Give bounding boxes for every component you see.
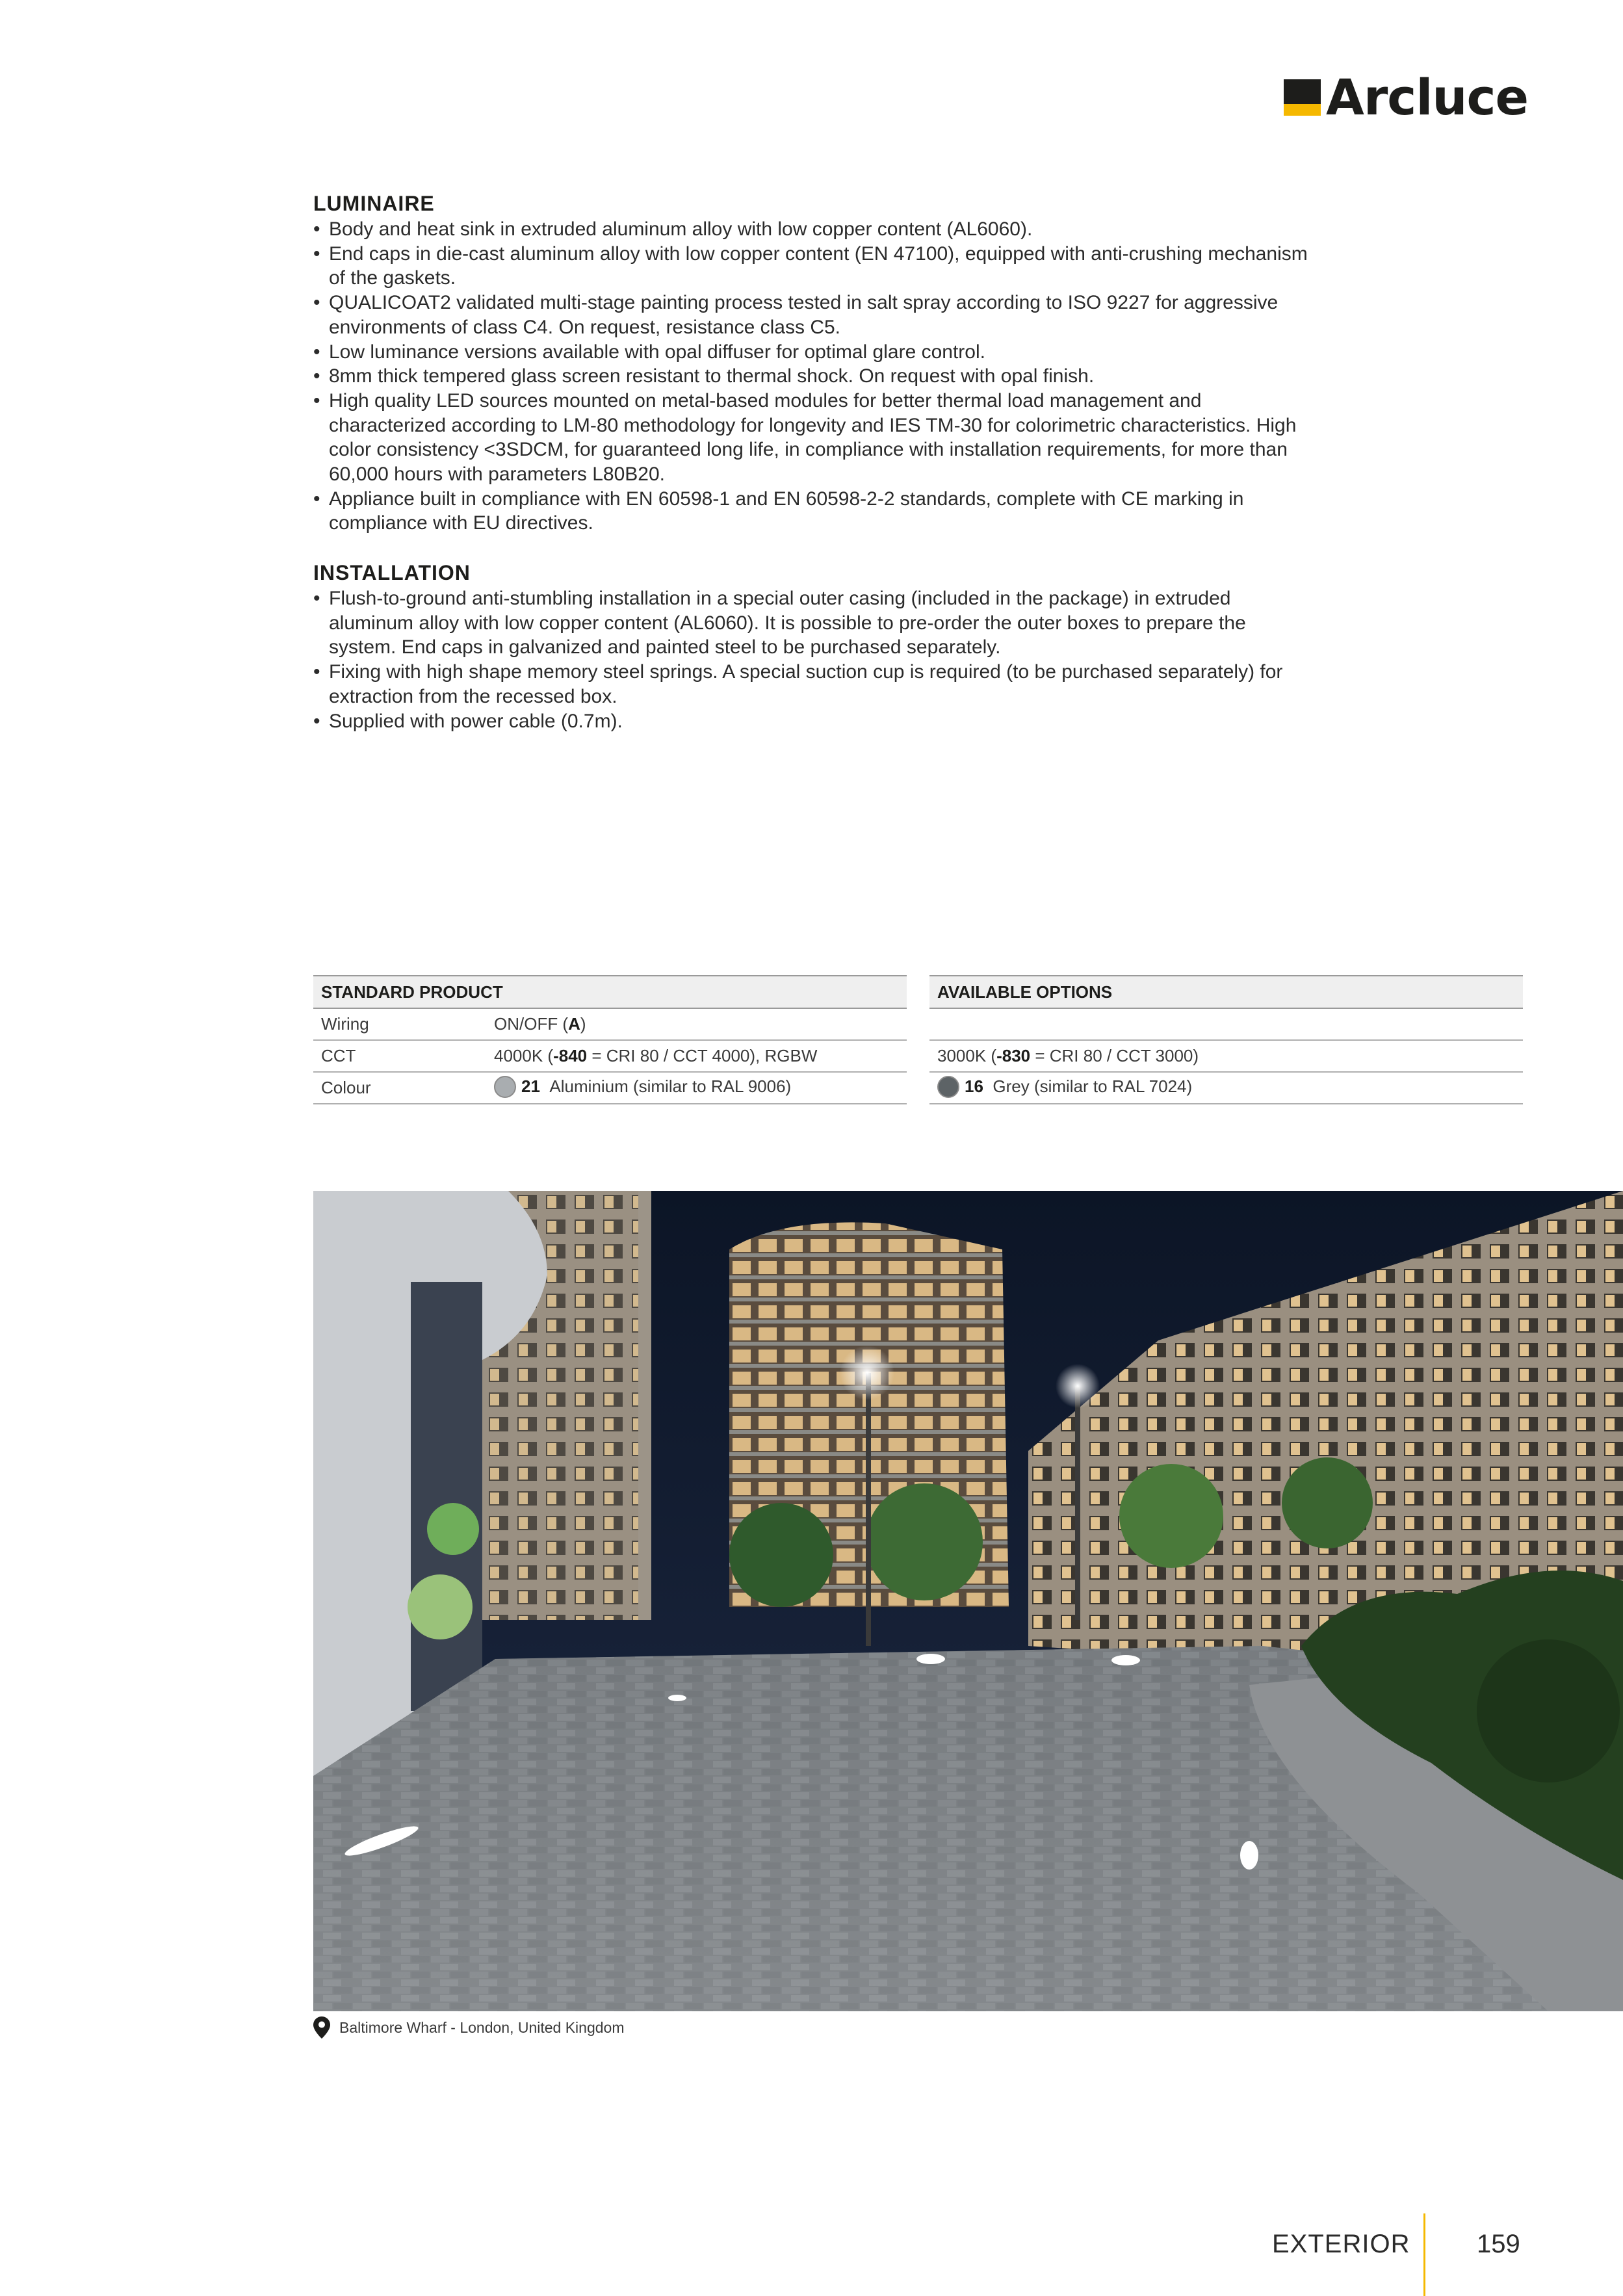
installation-section [313,560,1314,733]
brand-logo [1284,68,1529,126]
option-cct-pre: 3000K ( [937,1046,997,1065]
option-colour-value [929,1072,1523,1104]
footer-divider [1423,2213,1425,2296]
table-row [313,1040,907,1072]
brand-name: Arcluce [1326,68,1529,126]
list-item: • High quality LED sources mounted on metal-based modules for better thermal load management and characterized according to LM-80 methodology for longevity and IES TM-30 for colorimetric characteristics. High color consistency <3SDCM, for guaranteed long life, in compliance with installation requirements, for more than 60,000 hours with parameters L80B20. [313,389,1314,487]
wiring-value [486,1008,907,1040]
list-item: • Body and heat sink in extruded aluminum alloy with low copper content (AL6060). [313,217,1314,242]
caption-text: Baltimore Wharf - London, United Kingdom [339,2018,625,2036]
list-item: • Low luminance versions available with opal diffuser for optimal glare control. [313,340,1314,365]
wiring-code: A [568,1014,580,1034]
standard-product-table [313,975,907,1104]
location-pin-icon [313,2016,330,2039]
list-item: • Flush-to-ground anti-stumbling installation in a special outer casing (included in the package) in extruded aluminum alloy with low copper content (AL6060). It is possible to pre-order the outer boxes to prepare the system. End caps in galvanized and painted steel to be purchased separately. [313,586,1314,660]
colour-text: Aluminium (similar to RAL 9006) [549,1076,792,1097]
luminaire-heading: LUMINAIRE [313,192,435,215]
colour-swatch [937,1076,959,1098]
option-cct-post: = CRI 80 / CCT 3000) [1030,1046,1199,1065]
installation-heading: INSTALLATION [313,561,471,584]
option-cct-code: -830 [996,1046,1031,1065]
list-item: • Appliance built in compliance with EN 60598-1 and EN 60598-2-2 standards, complete with CE marking in compliance with EU directives. [313,487,1314,536]
logo-mark-icon [1284,79,1321,116]
cct-pre: 4000K ( [494,1046,554,1065]
empty-cell [929,1008,1523,1040]
table-row [929,1008,1523,1040]
list-item: • End caps in die-cast aluminum alloy with low copper content (EN 47100), equipped with anti-crushing mechanism of the gaskets. [313,242,1314,291]
option-cct-value [929,1040,1523,1072]
standard-product-header: STANDARD PRODUCT [313,976,907,1008]
colour-label: Colour [313,1072,486,1104]
table-row [313,1072,907,1104]
wiring-pre: ON/OFF ( [494,1014,569,1034]
available-options-header: AVAILABLE OPTIONS [929,976,1523,1008]
available-options-table [929,975,1523,1104]
table-row [929,1072,1523,1104]
cct-post: = CRI 80 / CCT 4000), RGBW [587,1046,818,1065]
cct-code: -840 [553,1046,588,1065]
option-colour-text: Grey (similar to RAL 7024) [993,1076,1193,1097]
wiring-label: Wiring [313,1008,486,1040]
list-item: • Fixing with high shape memory steel springs. A special suction cup is required (to be purchased separately) for extraction from the recessed box. [313,660,1314,709]
luminaire-list [313,217,1314,536]
cct-value [486,1040,907,1072]
luminaire-section [313,191,1314,536]
wiring-post: ) [580,1014,586,1034]
colour-code: 21 [521,1076,540,1097]
cct-label: CCT [313,1040,486,1072]
installation-photo [313,1191,1623,2011]
option-colour-code: 16 [965,1076,983,1097]
list-item: • Supplied with power cable (0.7m). [313,709,1314,734]
photo-caption [313,2016,625,2039]
list-item: • 8mm thick tempered glass screen resistant to thermal shock. On request with opal finish. [313,364,1314,389]
list-item: • QUALICOAT2 validated multi-stage painting process tested in salt spray according to ISO 9227 for aggressive environments of class C4. On request, resistance class C5. [313,291,1314,339]
table-row [929,1040,1523,1072]
colour-swatch [494,1076,516,1098]
installation-list [313,586,1314,733]
table-row [313,1008,907,1040]
footer-section-label: EXTERIOR [1272,2230,1410,2258]
page-number: 159 [1477,2230,1520,2258]
colour-value [486,1072,907,1104]
